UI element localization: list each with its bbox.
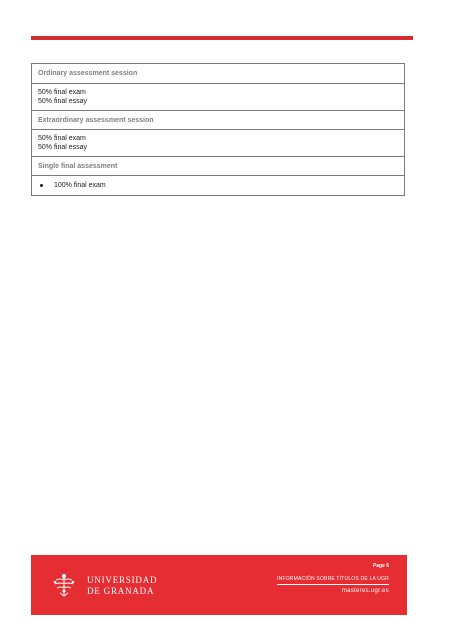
footer-info-text: INFORMACIÓN SOBRE TÍTULOS DE LA UGR bbox=[277, 576, 389, 585]
university-seal-icon bbox=[51, 571, 77, 599]
extraordinary-session-heading: Extraordinary assessment session bbox=[32, 110, 404, 129]
extraordinary-line-essay: 50% final essay bbox=[38, 144, 88, 151]
university-name-line2: DE GRANADA bbox=[87, 586, 155, 596]
single-line-exam: 100% final exam bbox=[54, 182, 106, 189]
ordinary-line-essay: 50% final essay bbox=[38, 98, 88, 105]
assessment-table bbox=[31, 63, 405, 196]
bullet-icon bbox=[40, 184, 43, 187]
page-number: Page 6 bbox=[372, 563, 389, 569]
extraordinary-session-content bbox=[32, 129, 404, 156]
page-footer bbox=[31, 555, 407, 615]
university-name-line1: UNIVERSIDAD bbox=[87, 575, 158, 585]
footer-site-link[interactable]: masteres.ugr.es bbox=[341, 588, 389, 594]
single-assessment-content bbox=[32, 175, 404, 195]
ordinary-session-content bbox=[32, 83, 404, 110]
footer-info-block bbox=[277, 563, 389, 596]
top-rule bbox=[31, 36, 413, 40]
extraordinary-line-exam: 50% final exam bbox=[38, 135, 86, 142]
single-assessment-heading: Single final assessment bbox=[32, 156, 404, 175]
ordinary-session-heading: Ordinary assessment session bbox=[38, 70, 138, 77]
list-item bbox=[38, 181, 398, 190]
ordinary-line-exam: 50% final exam bbox=[38, 89, 86, 96]
university-name bbox=[87, 575, 157, 597]
university-logo bbox=[51, 571, 181, 599]
